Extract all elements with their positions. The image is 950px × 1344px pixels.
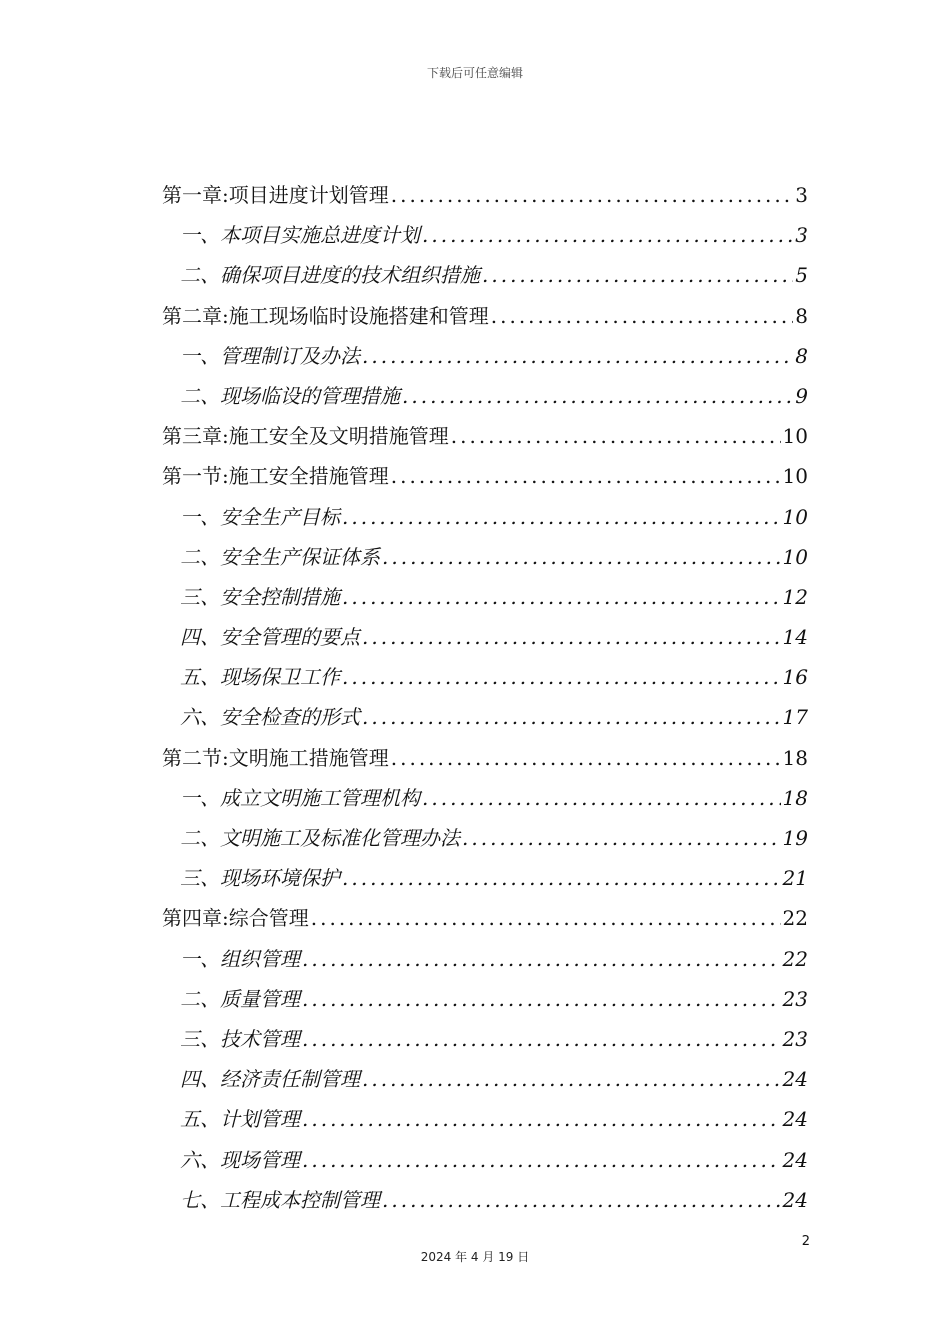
toc-entry-title: 第四章:综合管理 [162, 906, 309, 931]
toc-entry-title: 一、成立文明施工管理机构 [180, 785, 420, 810]
toc-entry-page: 19 [782, 826, 808, 850]
toc-dot-leader [391, 175, 794, 215]
toc-entry-page: 21 [782, 866, 808, 891]
toc-entry[interactable] [162, 898, 808, 938]
toc-dot-leader [422, 215, 793, 255]
toc-subentry[interactable] [162, 778, 808, 818]
toc-entry-title: 二、质量管理 [180, 986, 300, 1011]
toc-entry-page: 3 [795, 183, 808, 207]
toc-dot-leader [362, 617, 781, 657]
toc-entry[interactable] [162, 416, 808, 456]
toc-entry[interactable] [162, 175, 808, 215]
page-header: 下载后可任意编辑 [426, 66, 523, 80]
toc-subentry[interactable] [162, 1099, 808, 1139]
toc-subentry[interactable] [162, 255, 808, 295]
toc-entry-page: 24 [782, 1187, 808, 1212]
toc-entry-page: 22 [782, 906, 808, 931]
toc-subentry[interactable] [162, 1019, 808, 1059]
toc-dot-leader [482, 255, 793, 295]
toc-subentry[interactable] [162, 818, 808, 858]
toc-entry-title: 三、技术管理 [180, 1026, 300, 1051]
toc-entry-page: 12 [782, 584, 808, 609]
toc-entry-page: 24 [782, 1067, 808, 1092]
toc-entry-title: 二、文明施工及标准化管理办法 [180, 826, 460, 850]
toc-entry-title: 一、安全生产目标 [180, 504, 340, 529]
toc-subentry[interactable] [162, 657, 808, 697]
toc-entry-title: 四、经济责任制管理 [180, 1067, 360, 1092]
toc-subentry[interactable] [162, 1180, 808, 1220]
toc-entry[interactable] [162, 738, 808, 778]
toc-entry-title: 三、安全控制措施 [180, 584, 340, 609]
toc-dot-leader [402, 376, 793, 416]
toc-dot-leader [362, 336, 793, 376]
toc-entry-page: 8 [795, 303, 808, 328]
page-number: 2 [801, 1234, 810, 1249]
toc-entry-page: 3 [795, 223, 808, 248]
toc-dot-leader [342, 497, 781, 537]
toc-entry-title: 一、本项目实施总进度计划 [180, 223, 420, 248]
toc-subentry[interactable] [162, 1140, 808, 1180]
toc-dot-leader [342, 657, 781, 697]
toc-entry-page: 8 [795, 343, 808, 368]
toc-dot-leader [382, 537, 781, 577]
toc-subentry[interactable] [162, 858, 808, 898]
toc-dot-leader [362, 697, 781, 737]
toc-entry[interactable] [162, 456, 808, 496]
page-footer-date: 2024 年 4 月 19 日 [420, 1250, 530, 1264]
toc-dot-leader [491, 296, 794, 336]
toc-entry-title: 第二章:施工现场临时设施搭建和管理 [162, 303, 489, 328]
toc-entry-page: 14 [782, 625, 808, 650]
toc-dot-leader [382, 1180, 781, 1220]
toc-entry-title: 第三章:施工安全及文明措施管理 [162, 424, 449, 449]
toc-entry-title: 四、安全管理的要点 [180, 625, 360, 650]
toc-entry-page: 16 [782, 665, 808, 690]
toc-subentry[interactable] [162, 697, 808, 737]
toc-entry-page: 23 [782, 986, 808, 1011]
toc-dot-leader [302, 939, 781, 979]
toc-subentry[interactable] [162, 215, 808, 255]
toc-dot-leader [362, 1059, 781, 1099]
toc-subentry[interactable] [162, 376, 808, 416]
toc-entry-page: 17 [782, 705, 808, 730]
toc-dot-leader [451, 416, 781, 456]
toc-subentry[interactable] [162, 537, 808, 577]
toc-entry-title: 三、现场环境保护 [180, 866, 340, 891]
toc-dot-leader [311, 898, 781, 938]
toc-entry-title: 二、现场临设的管理措施 [180, 383, 400, 408]
toc-dot-leader [302, 1019, 781, 1059]
toc-dot-leader [302, 1099, 781, 1139]
toc-entry-page: 18 [782, 785, 808, 810]
toc-entry-title: 一、组织管理 [180, 946, 300, 971]
toc-entry-title: 五、计划管理 [180, 1107, 300, 1132]
toc-dot-leader [342, 577, 781, 617]
toc-entry-page: 10 [782, 464, 808, 489]
toc-entry-page: 24 [782, 1107, 808, 1132]
toc-subentry[interactable] [162, 617, 808, 657]
toc-dot-leader [302, 1140, 781, 1180]
toc-entry-page: 22 [782, 946, 808, 971]
toc-entry-title: 二、确保项目进度的技术组织措施 [180, 263, 480, 288]
toc-subentry[interactable] [162, 979, 808, 1019]
toc-entry-title: 五、现场保卫工作 [180, 665, 340, 690]
toc-entry-title: 一、管理制订及办法 [180, 343, 360, 368]
toc-subentry[interactable] [162, 577, 808, 617]
toc-dot-leader [391, 738, 781, 778]
toc-entry-page: 23 [782, 1026, 808, 1051]
toc-entry-title: 第二节:文明施工措施管理 [162, 745, 389, 770]
toc-entry-title: 第一章:项目进度计划管理 [162, 183, 389, 207]
toc-entry-title: 二、安全生产保证体系 [180, 544, 380, 569]
toc-dot-leader [342, 858, 781, 898]
toc-entry-page: 10 [782, 424, 808, 449]
toc-entry-title: 七、工程成本控制管理 [180, 1187, 380, 1212]
toc-entry-title: 第一节:施工安全措施管理 [162, 464, 389, 489]
toc-subentry[interactable] [162, 336, 808, 376]
toc-subentry[interactable] [162, 1059, 808, 1099]
toc-entry[interactable] [162, 296, 808, 336]
toc-dot-leader [302, 979, 781, 1019]
toc-entry-page: 10 [782, 504, 808, 529]
toc-entry-page: 9 [795, 383, 808, 408]
toc-entry-page: 5 [795, 263, 808, 288]
toc-entry-title: 六、安全检查的形式 [180, 705, 360, 730]
toc-subentry[interactable] [162, 939, 808, 979]
toc-entry-page: 10 [782, 544, 808, 569]
toc-dot-leader [422, 778, 781, 818]
toc-entry-page: 18 [782, 745, 808, 770]
toc-dot-leader [391, 456, 781, 496]
toc-dot-leader [462, 818, 781, 858]
toc-entry-page: 24 [782, 1147, 808, 1172]
table-of-contents [162, 175, 808, 1220]
toc-entry-title: 六、现场管理 [180, 1147, 300, 1172]
toc-subentry[interactable] [162, 497, 808, 537]
